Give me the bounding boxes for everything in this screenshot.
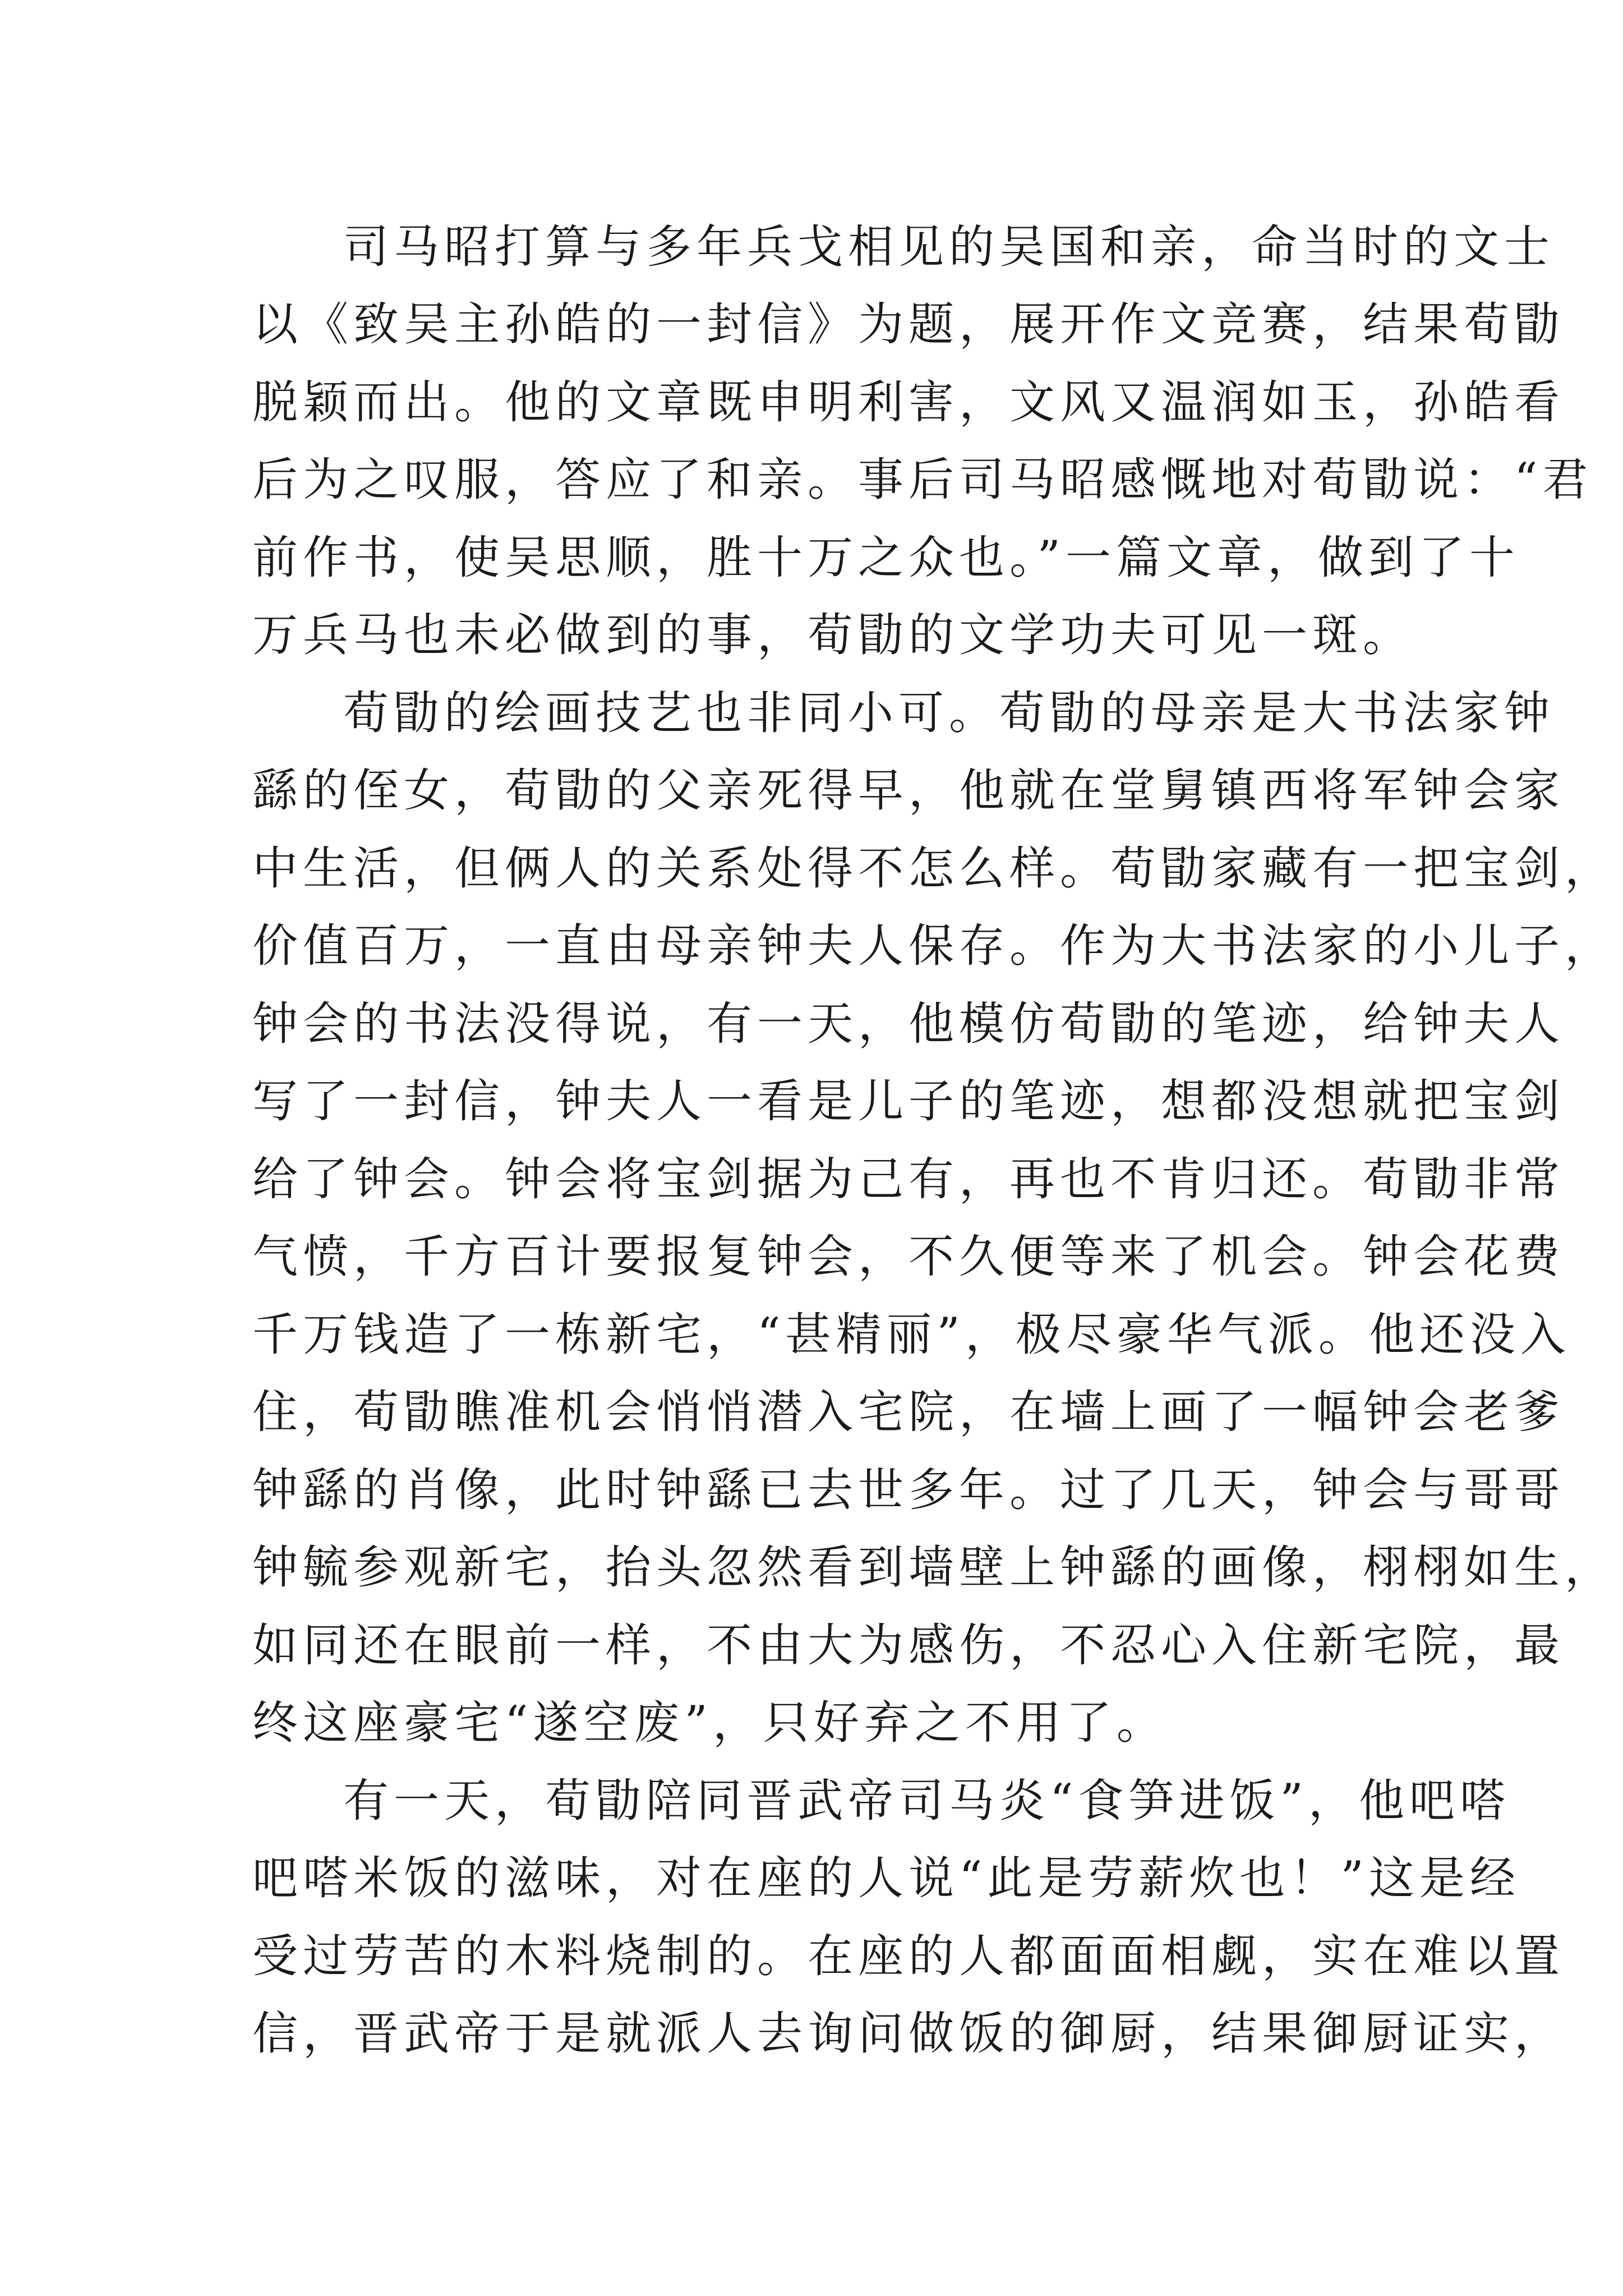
text-line: 以《致吴主孙皓的一封信》为题，展开作文竞赛，结果荀勖 xyxy=(252,298,1565,351)
text-line: 万兵马也未必做到的事，荀勖的文学功夫可见一斑。 xyxy=(252,609,1414,662)
text-line: 价值百万，一直由母亲钟夫人保存。作为大书法家的小儿子， xyxy=(252,920,1616,973)
text-line: 给了钟会。钟会将宝剑据为己有，再也不肯归还。荀勖非常 xyxy=(252,1153,1565,1206)
text-line: 司马昭打算与多年兵戈相见的吴国和亲，命当时的文士 xyxy=(343,221,1555,274)
text-line: 住，荀勖瞧准机会悄悄潜入宅院，在墙上画了一幅钟会老爹 xyxy=(252,1386,1565,1439)
text-line: 终这座豪宅“遂空废”，只好弃之不用了。 xyxy=(252,1697,1167,1750)
text-line: 中生活，但俩人的关系处得不怎么样。荀勖家藏有一把宝剑， xyxy=(252,843,1616,895)
text-line: 钟繇的肖像，此时钟繇已去世多年。过了几天，钟会与哥哥 xyxy=(252,1464,1565,1517)
text-line: 写了一封信，钟夫人一看是儿子的笔迹，想都没想就把宝剑 xyxy=(252,1075,1565,1128)
text-line: 信，晋武帝于是就派人去询问做饭的御厨，结果御厨证实， xyxy=(252,2008,1565,2060)
text-line: 繇的侄女，荀勖的父亲死得早，他就在堂舅镇西将军钟会家 xyxy=(252,765,1565,817)
text-line: 受过劳苦的木料烧制的。在座的人都面面相觑，实在难以置 xyxy=(252,1930,1565,1983)
text-line: 前作书，使吴思顺，胜十万之众也。”一篇文章，做到了十 xyxy=(252,532,1520,585)
text-line: 钟会的书法没得说，有一天，他模仿荀勖的笔迹，给钟夫人 xyxy=(252,998,1565,1051)
text-line: 吧嗒米饭的滋味，对在座的人说“此是劳薪炊也！”这是经 xyxy=(252,1852,1520,1905)
text-line: 气愤，千方百计要报复钟会，不久便等来了机会。钟会花费 xyxy=(252,1231,1565,1283)
text-line: 千万钱造了一栋新宅，“甚精丽”，极尽豪华气派。他还没入 xyxy=(252,1309,1571,1361)
text-line: 荀勖的绘画技艺也非同小可。荀勖的母亲是大书法家钟 xyxy=(343,687,1555,740)
text-line: 如同还在眼前一样，不由大为感伤，不忍心入住新宅院，最 xyxy=(252,1619,1565,1672)
text-line: 有一天，荀勖陪同晋武帝司马炎“食笋进饭”，他吧嗒 xyxy=(343,1775,1510,1828)
text-line: 钟毓参观新宅，抬头忽然看到墙壁上钟繇的画像，栩栩如生， xyxy=(252,1542,1616,1594)
text-line: 脱颖而出。他的文章既申明利害，文风又温润如玉，孙皓看 xyxy=(252,376,1565,429)
text-line: 后为之叹服，答应了和亲。事后司马昭感慨地对荀勖说：“君 xyxy=(252,454,1593,507)
